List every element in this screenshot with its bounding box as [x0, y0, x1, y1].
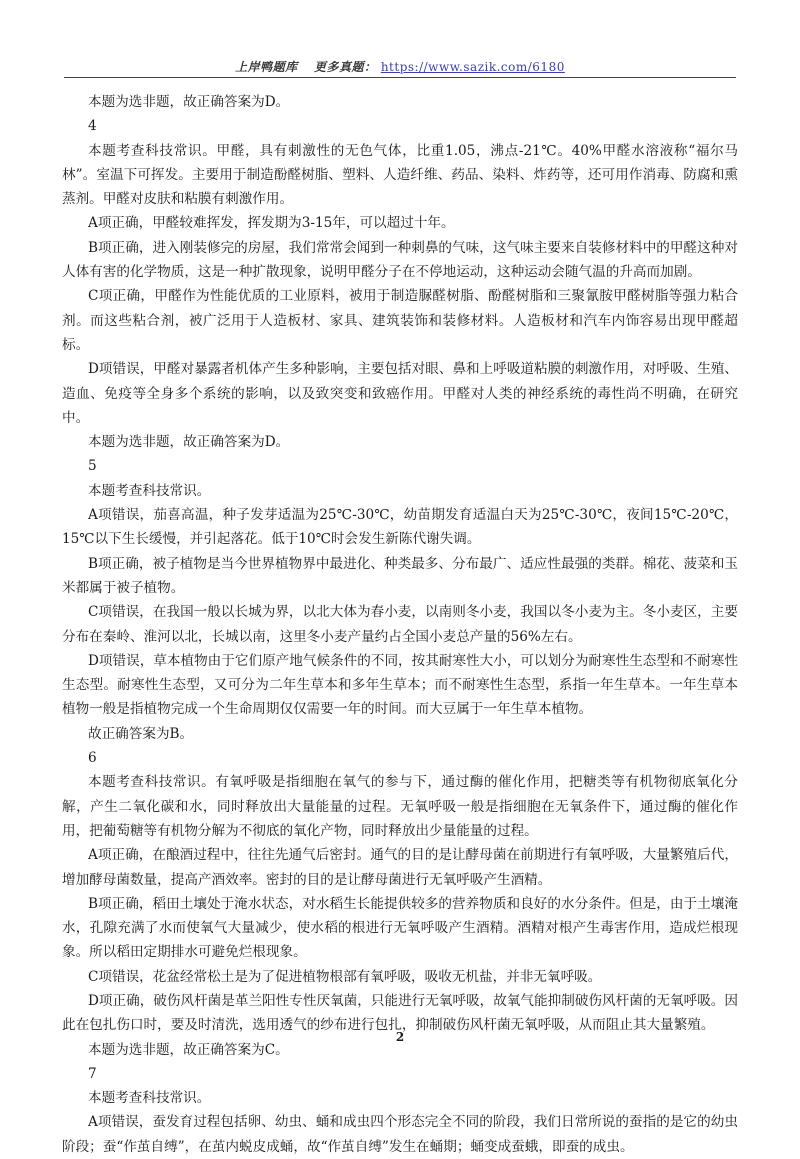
header-brand: 上岸鸭题库 [235, 60, 298, 74]
paragraph: 本题为选非题，故正确答案为C。 [88, 1041, 289, 1058]
paragraph: D项错误，草本植物由于它们原产地气候条件的不同，按其耐寒性大小，可以划分为耐寒性生态型和不耐寒性生态型。耐寒性生态型，又可分为二年生草本和多年生草本；而不耐寒性生态型，系指一年生草本。一年生草本植物一般是指植物完成一个生命周期仅仅需要一年的时间。而大豆属于一年生草本植物。 [62, 652, 738, 718]
header-link[interactable]: https://www.sazik.com/6180 [380, 60, 565, 74]
question-number: 5 [88, 458, 97, 475]
paragraph: D项正确，破伤风杆菌是革兰阳性专性厌氧菌，只能进行无氧呼吸，故氧气能抑制破伤风杆菌的无氧呼吸。因此在包扎伤口时，要及时清洗，选用透气的纱布进行包扎，抑制破伤风杆菌无氧呼吸，从而阻止其大量繁殖。 [62, 992, 738, 1034]
paragraph: 故正确答案为B。 [88, 725, 194, 742]
paragraph: C项错误，花盆经常松土是为了促进植物根部有氧呼吸，吸收无机盐，并非无氧呼吸。 [88, 968, 602, 985]
paragraph: 本题考查科技常识。甲醛，具有刺激性的无色气体，比重1.05，沸点-21℃。40%甲醛水溶液称“福尔马林”。室温下可挥发。主要用于制造酚醛树脂、塑料、人造纤维、药品、染料、炸药等，还可用作消毒、防腐和熏蒸剂。甲醛对皮肤和粘膜有刺激作用。 [62, 142, 738, 208]
paragraph: 本题考查科技常识。 [88, 1090, 211, 1107]
paragraph: A项正确，甲醛较难挥发，挥发期为3-15年，可以超过十年。 [88, 215, 455, 232]
paragraph: A项错误，茄喜高温，种子发芽适温为25℃-30℃，幼苗期发育适温白天为25℃-30℃，夜间15℃-20℃，15℃以下生长缓慢，并引起落花。低于10℃时会发生新陈代谢失调。 [62, 507, 738, 548]
paragraph: B项正确，被子植物是当今世界植物界中最进化、种类最多、分布最广、适应性最强的类群。棉花、菠菜和玉米都属于被子植物。 [62, 555, 738, 596]
paragraph: B项正确，稻田土壤处于淹水状态，对水稻生长能提供较多的营养物质和良好的水分条件。但是，由于土壤淹水，孔隙充满了水而使氧气大量减少，使水稻的根进行无氧呼吸产生酒精。酒精对根产生毒害作用，造成烂根现象。所以稻田定期排水可避免烂根现象。 [62, 895, 738, 961]
question-number: 4 [88, 118, 97, 135]
paragraph: 本题为选非题，故正确答案为D。 [88, 94, 290, 110]
paragraph: A项正确，在酿酒过程中，往往先通气后密封。通气的目的是让酵母菌在前期进行有氧呼吸，大量繁殖后代，增加酵母菌数量，提高产酒效率。密封的目的是让酵母菌进行无氧呼吸产生酒精。 [62, 847, 738, 888]
paragraph: B项正确，进入刚装修完的房屋，我们常常会闻到一种刺鼻的气味，这气味主要来自装修材料中的甲醛这种对人体有害的化学物质，这是一种扩散现象，说明甲醛分子在不停地运动，这种运动会随气温的升高而加剧。 [62, 239, 738, 281]
paragraph: D项错误，甲醛对暴露者机体产生多种影响，主要包括对眼、鼻和上呼吸道粘膜的刺激作用，对呼吸、生殖、造血、免疫等全身多个系统的影响，以及致突变和致癌作用。甲醛对人类的神经系统的毒性尚不明确，在研究中。 [62, 361, 738, 426]
question-number: 7 [88, 1065, 97, 1082]
header-divider [64, 77, 736, 78]
paragraph: 本题考查科技常识。 [88, 482, 211, 499]
page-number: 2 [395, 1030, 405, 1044]
paragraph: C项错误，在我国一般以长城为界，以北大体为春小麦，以南则冬小麦，我国以冬小麦为主。冬小麦区，主要分布在秦岭、淮河以北，长城以南，这里冬小麦产量约占全国小麦总产量的56%左右。 [62, 604, 738, 645]
header-label: 更多真题： [313, 60, 377, 74]
question-number: 6 [88, 750, 97, 767]
paragraph: 本题为选非题，故正确答案为D。 [88, 434, 290, 451]
answer-explanations [62, 90, 738, 1159]
page-header [0, 58, 800, 75]
paragraph: C项正确，甲醛作为性能优质的工业原料，被用于制造脲醛树脂、酚醛树脂和三聚氰胺甲醛树脂等强力粘合剂。而这些粘合剂，被广泛用于人造板材、家具、建筑装饰和装修材料。人造板材和汽车内饰容易出现甲醛超标。 [62, 288, 738, 353]
paragraph: 本题考查科技常识。有氧呼吸是指细胞在氧气的参与下，通过酶的催化作用，把糖类等有机物彻底氧化分解，产生二氧化碳和水，同时释放出大量能量的过程。无氧呼吸一般是指细胞在无氧条件下，通过酶的催化作用，把葡萄糖等有机物分解为不彻底的氧化产物，同时释放出少量能量的过程。 [62, 774, 738, 839]
paragraph: A项错误，蚕发育过程包括卵、幼虫、蛹和成虫四个形态完全不同的阶段，我们日常所说的蚕指的是它的幼虫阶段；蚕“作茧自缚”，在茧内蜕皮成蛹，故“作茧自缚”发生在蛹期；蛹变成蚕蛾，即蚕的成虫。 [62, 1114, 738, 1155]
